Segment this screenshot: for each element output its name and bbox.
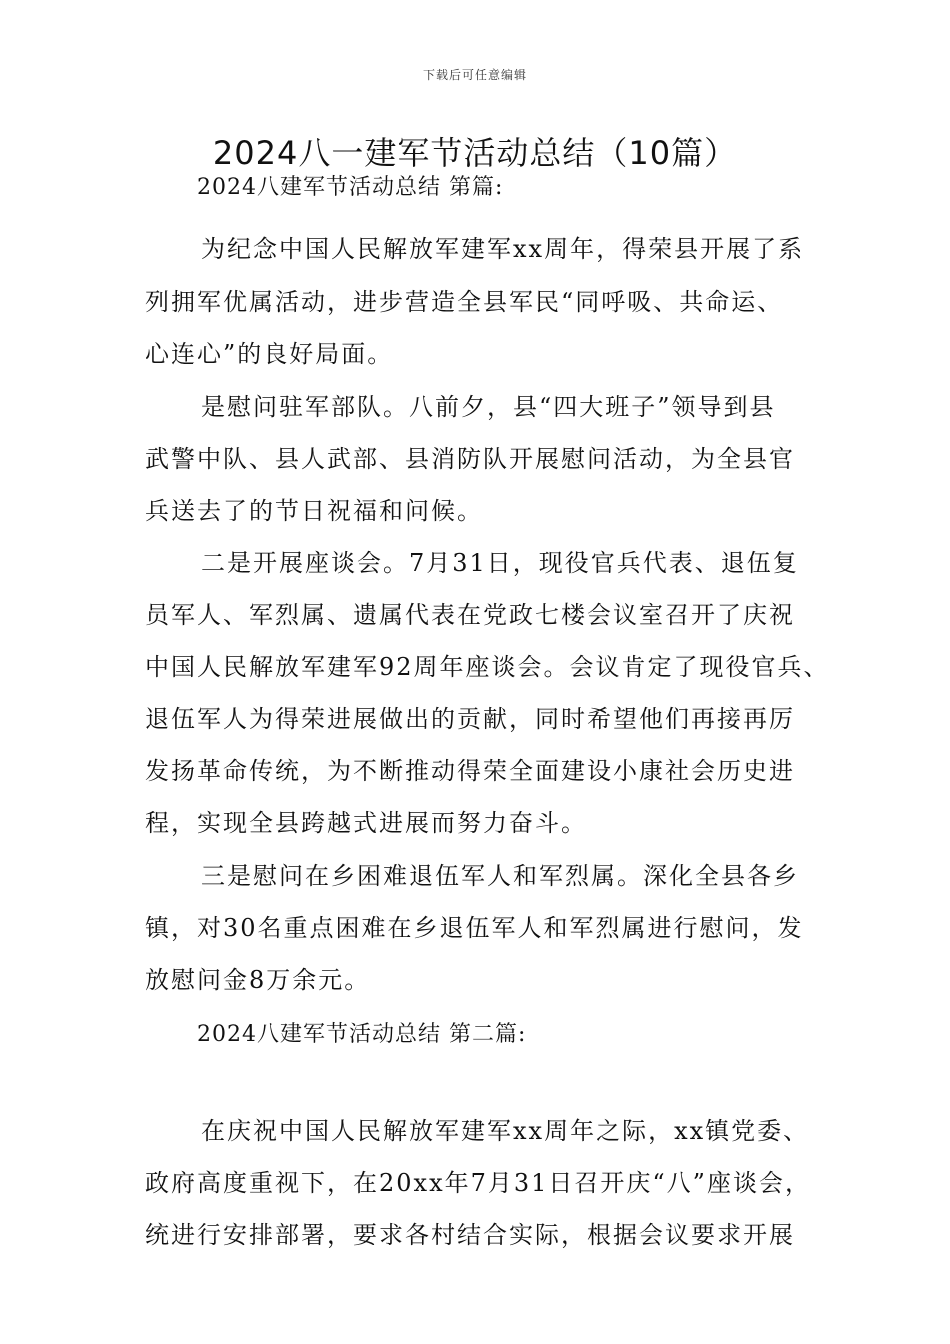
paragraph-line: 程，实现全县跨越式进展而努力奋斗。 [145, 809, 587, 837]
paragraph-line: 发扬革命传统，为不断推动得荣全面建设小康社会历史进 [145, 757, 795, 785]
paragraph-line: 放慰问金8万余元。 [145, 966, 371, 994]
header-note: 下载后可任意编辑 [422, 68, 527, 82]
paragraph-line: 在庆祝中国人民解放军建军xx周年之际，xx镇党委、 [201, 1117, 810, 1145]
paragraph-line: 员军人、军烈属、遗属代表在党政七楼会议室召开了庆祝 [145, 601, 795, 629]
paragraph-line: 镇，对30名重点困难在乡退伍军人和军烈属进行慰问，发 [145, 914, 804, 942]
paragraph-line: 中国人民解放军建军92周年座谈会。会议肯定了现役官兵、 [145, 653, 830, 681]
paragraph-line: 列拥军优属活动，进步营造全县军民“同呼吸、共命运、 [145, 288, 784, 316]
paragraph-line: 兵送去了的节日祝福和问候。 [145, 497, 483, 525]
paragraph-line: 心连心”的良好局面。 [145, 340, 394, 368]
paragraph-line: 三是慰问在乡困难退伍军人和军烈属。深化全县各乡 [201, 862, 799, 890]
section-heading-2: 2024八建军节活动总结 第二篇: [197, 1022, 527, 1047]
paragraph-line: 退伍军人为得荣进展做出的贡献，同时希望他们再接再厉 [145, 705, 795, 733]
section-heading-1: 2024八建军节活动总结 第篇: [197, 175, 504, 200]
paragraph-line: 统进行安排部署，要求各村结合实际，根据会议要求开展 [145, 1221, 795, 1249]
paragraph-line: 政府高度重视下，在20xx年7月31日召开庆“八”座谈会， [145, 1169, 811, 1197]
paragraph-line: 二是开展座谈会。7月31日，现役官兵代表、退伍复 [201, 549, 799, 577]
paragraph-line: 为纪念中国人民解放军建军xx周年，得荣县开展了系 [201, 235, 805, 263]
paragraph-line: 武警中队、县人武部、县消防队开展慰问活动，为全县官 [145, 445, 795, 473]
paragraph-line: 是慰问驻军部队。八前夕，县“四大班子”领导到县 [201, 393, 776, 421]
document-title: 2024八一建军节活动总结（10篇） [212, 134, 738, 172]
